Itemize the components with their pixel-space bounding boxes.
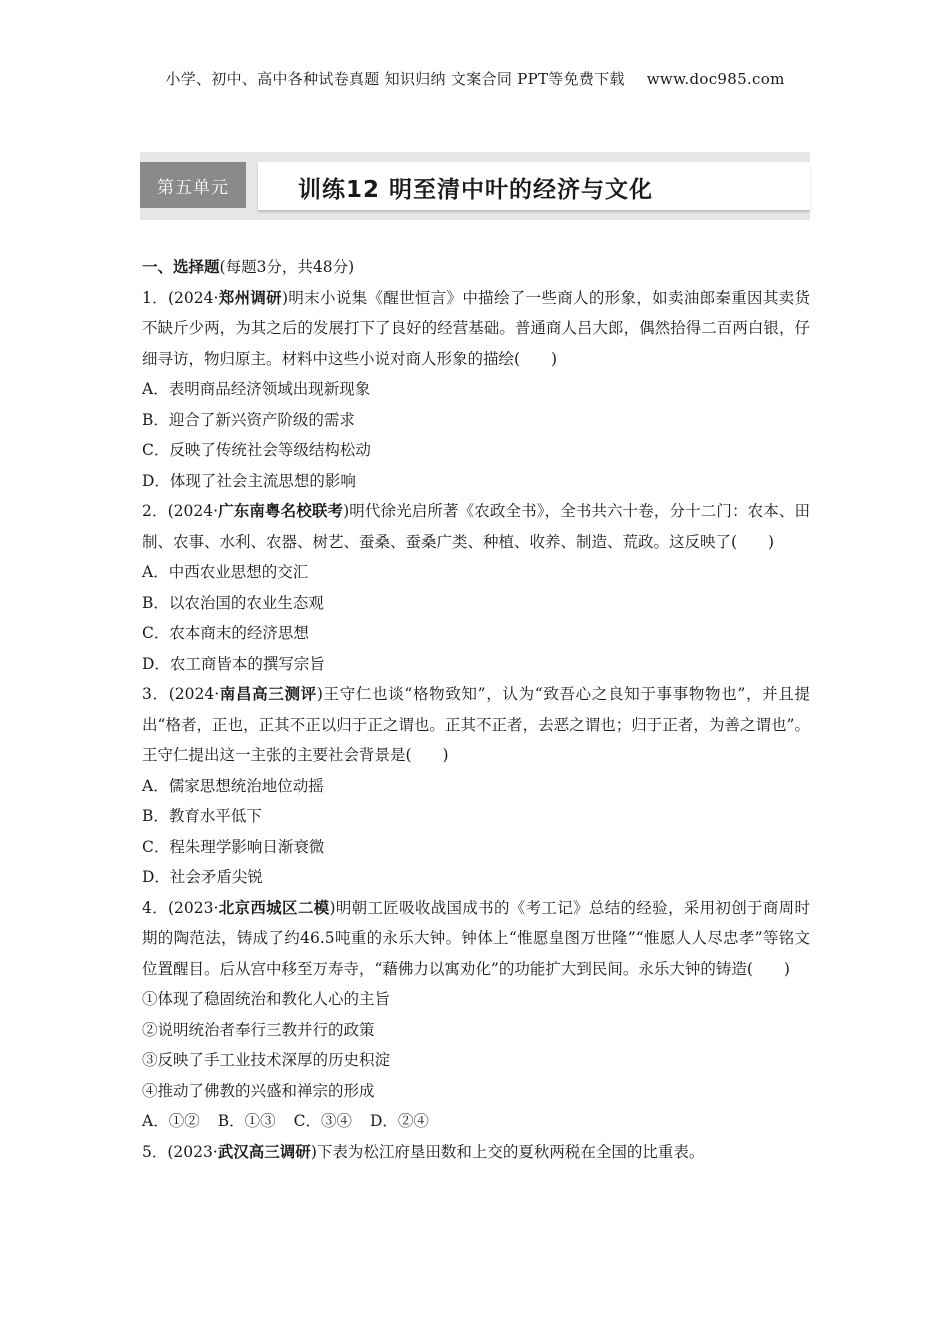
- statement-1: ①体现了稳固统治和教化人心的主旨: [142, 990, 391, 1008]
- option-d: D．农工商皆本的撰写宗旨: [142, 654, 325, 673]
- option-c: C．程朱理学影响日渐衰微: [142, 837, 325, 856]
- option-b: B．①③: [217, 1112, 276, 1130]
- option-c: C．农本商末的经济思想: [142, 624, 309, 642]
- page-header: [0, 68, 950, 89]
- option-d: D．社会矛盾尖锐: [142, 868, 263, 886]
- inline-options: [142, 1106, 810, 1137]
- question-number: 3．: [142, 685, 169, 703]
- question-source-close: ): [310, 1142, 317, 1161]
- question-number: 1．: [142, 288, 168, 307]
- statement-3: ③反映了手工业技术深厚的历史积淀: [142, 1051, 391, 1069]
- question-source-open: (2023·: [168, 898, 219, 917]
- question-source-close: ): [316, 685, 323, 703]
- question-source: 南昌高三测评: [219, 685, 317, 703]
- question-5: [142, 1137, 810, 1168]
- question-3: [142, 679, 810, 771]
- option-d: D．②④: [369, 1112, 429, 1130]
- question-4: [142, 893, 810, 985]
- question-source: 北京西城区二模: [218, 898, 330, 917]
- option-d: D．体现了社会主流思想的影响: [142, 471, 356, 490]
- question-1: [142, 283, 810, 375]
- question-source: 郑州调研: [218, 288, 282, 307]
- question-text: 明代徐光启所著《农政全书》，全书共六十卷，分十二门：农本、田制、农事、水利、农器、树艺、蚕桑、蚕桑广类、种植、收养、制造、荒政。这反映了( ): [142, 502, 810, 551]
- option-a: A．儒家思想统治地位动摇: [142, 776, 324, 795]
- option-a: A．①②: [142, 1112, 200, 1130]
- option-b: B．迎合了新兴资产阶级的需求: [142, 410, 355, 429]
- option-a: A．中西农业思想的交汇: [142, 563, 309, 581]
- question-source: 广东南粤名校联考: [218, 502, 344, 520]
- title-box: [258, 162, 810, 210]
- option-b: B．教育水平低下: [142, 807, 262, 825]
- question-number: 4．: [142, 898, 168, 917]
- question-source-close: ): [343, 502, 350, 520]
- section-title-text: 一、选择题: [142, 258, 220, 276]
- question-text: 王守仁也谈“格物致知”，认为“致吾心之良知于事事物物也”，并且提出“格者，正也，正其不正以归于正之谓也。正其不正者，去恶之谓也；归于正者，为善之谓也”。王守仁提出这一主张的主要社会背景是( ): [142, 685, 810, 764]
- question-text: 下表为松江府垦田数和上交的夏秋两税在全国的比重表。: [316, 1142, 705, 1161]
- question-2: [142, 496, 810, 557]
- question-source: 武汉高三调研: [217, 1142, 311, 1161]
- option-c: C．反映了传统社会等级结构松动: [142, 441, 371, 459]
- section-title: [142, 252, 810, 283]
- unit-label: 第五单元: [140, 162, 246, 208]
- question-number: 2．: [142, 502, 168, 520]
- question-source-close: ): [282, 288, 289, 307]
- header-text: 小学、初中、高中各种试卷真题 知识归纳 文案合同 PPT等免费下载: [165, 70, 625, 88]
- question-source-open: (2024·: [168, 685, 220, 703]
- statement-2: ②说明统治者奉行三教并行的政策: [142, 1020, 375, 1039]
- question-text: 明朝工匠吸收战国成书的《考工记》总结的经验，采用初创于商周时期的陶范法，铸成了约46.5吨重的永乐大钟。钟体上“惟愿皇图万世隆”“惟愿人人尽忠孝”等铭文位置醒目。后从宫中移至万寿寺，“藉佛力以寓劝化”的功能扩大到民间。永乐大钟的铸造( ): [142, 898, 810, 978]
- question-source-close: ): [329, 898, 336, 917]
- statement-4: ④推动了佛教的兴盛和禅宗的形成: [142, 1081, 375, 1100]
- option-b: B．以农治国的农业生态观: [142, 593, 324, 612]
- option-a: A．表明商品经济领域出现新现象: [142, 380, 371, 398]
- option-c: C．③④: [293, 1112, 352, 1130]
- question-content: [142, 252, 810, 1167]
- unit-banner: [140, 152, 810, 220]
- question-source-open: (2024·: [167, 502, 219, 520]
- section-note: (每题3分，共48分): [219, 258, 355, 276]
- question-source-open: (2024·: [168, 288, 219, 307]
- page-title: 训练12 明至清中叶的经济与文化: [298, 177, 654, 203]
- question-text: 明末小说集《醒世恒言》中描绘了一些商人的形象，如卖油郎秦重因其卖货不缺斤少两，为其之后的发展打下了良好的经营基础。普通商人吕大郎，偶然拾得二百两白银，仔细寻访，物归原主。材料中这些小说对商人形象的描绘( ): [142, 288, 810, 368]
- question-source-open: (2023·: [167, 1142, 218, 1161]
- header-site: www.doc985.com: [646, 70, 785, 88]
- question-number: 5．: [142, 1142, 168, 1161]
